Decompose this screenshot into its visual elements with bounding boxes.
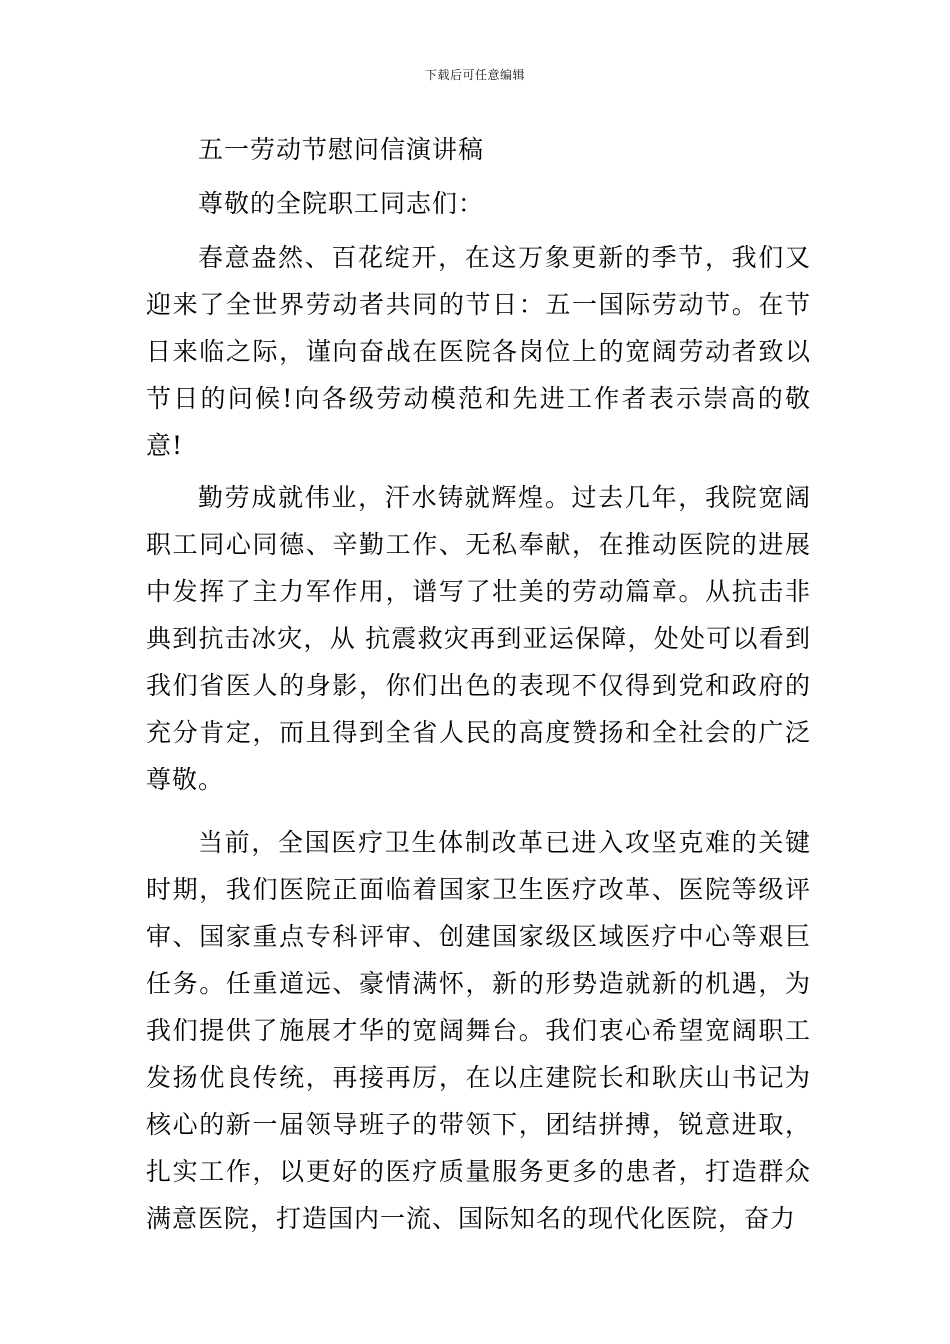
paragraph-1: 春意盎然、百花绽开，在这万象更新的季节，我们又迎来了全世界劳动者共同的节日：五一国际劳动节。在节日来临之际，谨向奋战在医院各岗位上的宽阔劳动者致以节日的问候!向各级劳动模范和先进工作者表示崇高的敬意! [146, 243, 811, 460]
header-note: 下载后可任意编辑 [424, 68, 525, 82]
document-body [146, 126, 811, 1247]
paragraph-3: 当前，全国医疗卫生体制改革已进入攻坚克难的关键时期，我们医院正面临着国家卫生医疗改革、医院等级评审、国家重点专科评审、创建国家级区域医疗中心等艰巨任务。任重道远、豪情满怀，新的形势造就新的机遇，为我们提供了施展才华的宽阔舞台。我们衷心希望宽阔职工发扬优良传统，再接再厉，在以庄建院长和耿庆山书记为核心的新一届领导班子的带领下，团结拼搏，锐意进取，扎实工作，以更好的医疗质量服务更多的患者，打造群众满意医院，打造国内一流、国际知名的现代化医院，奋力 [146, 828, 811, 1233]
document-title: 五一劳动节慰问信演讲稿 [198, 135, 485, 164]
paragraph-2: 勤劳成就伟业，汗水铸就辉煌。过去几年，我院宽阔职工同心同德、辛勤工作、无私奉献，在推动医院的进展中发挥了主力军作用，谱写了壮美的劳动篇章。从抗击非典到抗击冰灾，从 抗震救灾再到亚运保障，处处可以看到我们省医人的身影，你们出色的表现不仅得到党和政府的充分肯定，而且得到全省人民的高度赞扬和全社会的广泛尊敬。 [146, 483, 811, 794]
salutation: 尊敬的全院职工同志们： [198, 189, 485, 218]
